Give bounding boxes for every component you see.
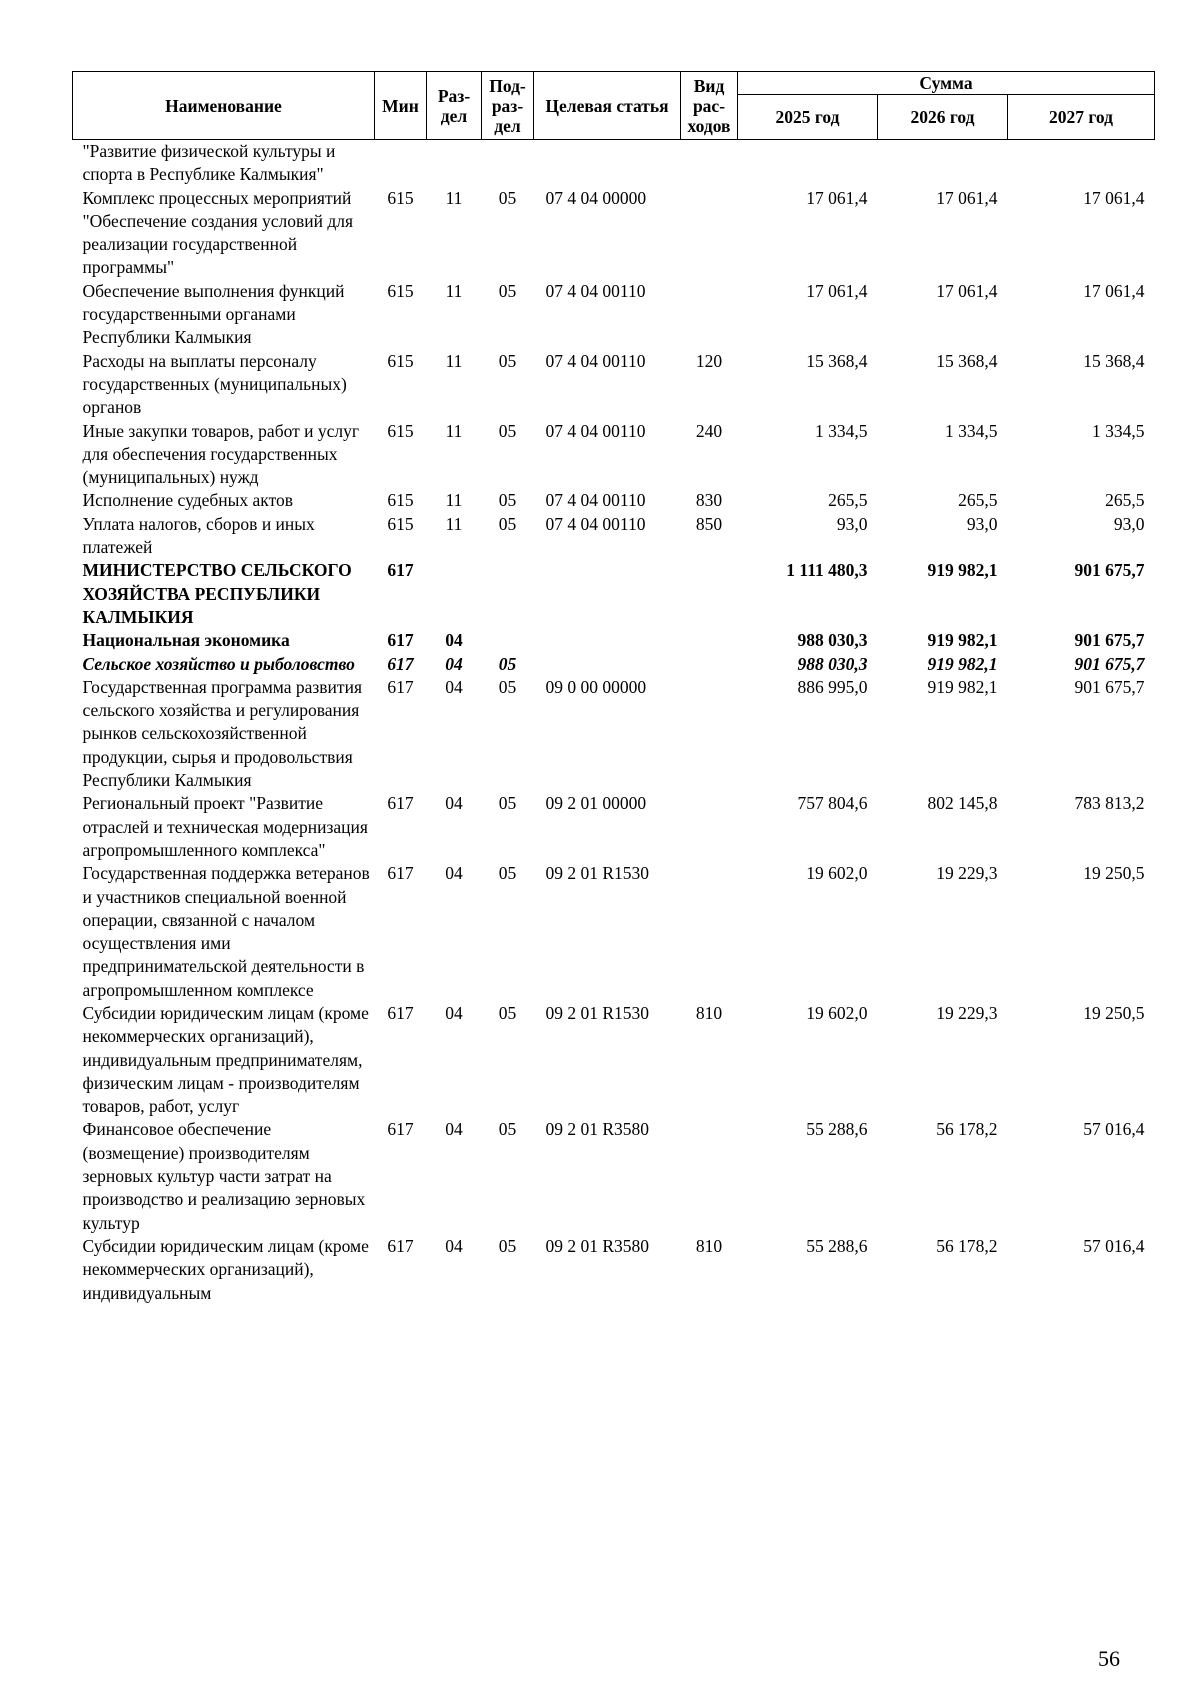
- header-year-2026: 2026 год: [878, 95, 1008, 140]
- cell-sum-2026: 919 982,1: [927, 676, 998, 697]
- cell-sum-2026: 802 145,8: [927, 793, 998, 814]
- table-row: [73, 629, 1155, 652]
- cell-podrazdel: 05: [498, 676, 517, 697]
- budget-table: [72, 71, 1155, 1305]
- cell-sum-2026: 56 178,2: [936, 1235, 998, 1256]
- cell-vid-rashodov: 240: [695, 420, 723, 441]
- cell-sum-2026: 265,5: [958, 490, 998, 511]
- cell-sum-2025: 757 804,6: [797, 793, 868, 814]
- cell-vid-rashodov: [681, 280, 738, 350]
- cell-sum-2026: 19 229,3: [936, 1002, 998, 1023]
- cell-podrazdel: 05: [498, 1235, 517, 1256]
- cell-vid-rashodov: [681, 792, 738, 862]
- table-row: [73, 862, 1155, 1002]
- cell-name: Иные закупки товаров, работ и услуг для обеспечения государственных (муниципальных) нужд: [82, 420, 360, 488]
- cell-vid-rashodov: [681, 1118, 738, 1234]
- cell-sum-2025: 55 288,6: [806, 1119, 868, 1140]
- cell-vid-rashodov: [681, 629, 738, 652]
- cell-sum-2025: 988 030,3: [797, 653, 868, 674]
- cell-sum-2027: 19 250,5: [1083, 863, 1145, 884]
- header-summa: Сумма: [738, 72, 1155, 95]
- cell-sum-2025: 1 111 480,3: [786, 560, 868, 581]
- header-celevaya-statya: Целевая статья: [534, 72, 681, 140]
- cell-celevaya-statya: 09 2 01 R1530: [545, 1002, 650, 1023]
- cell-razdel: 11: [445, 280, 463, 301]
- cell-name: Субсидии юридическим лицам (кроме некоммерческих организаций), индивидуальным: [82, 1235, 369, 1303]
- cell-celevaya-statya: [534, 653, 681, 676]
- cell-podrazdel: [482, 140, 534, 187]
- cell-podrazdel: [482, 559, 534, 629]
- cell-celevaya-statya: 09 2 01 R1530: [545, 863, 650, 884]
- cell-sum-2026: 15 368,4: [936, 350, 998, 371]
- cell-sum-2026: [878, 140, 1008, 187]
- cell-sum-2027: 783 813,2: [1074, 793, 1145, 814]
- cell-podrazdel: 05: [498, 793, 517, 814]
- cell-min: 615: [387, 280, 414, 301]
- cell-sum-2027: 265,5: [1105, 490, 1145, 511]
- cell-min: 617: [387, 560, 414, 581]
- cell-sum-2025: 17 061,4: [806, 187, 868, 208]
- cell-sum-2026: 919 982,1: [927, 653, 998, 674]
- cell-sum-2027: 93,0: [1113, 513, 1145, 534]
- cell-sum-2026: 19 229,3: [936, 863, 998, 884]
- cell-name: Комплекс процессных мероприятий "Обеспечение создания условий для реализации государственной программы": [82, 187, 354, 278]
- cell-name: Финансовое обеспечение (возмещение) производителям зерновых культур части затрат на производство и реализацию зерновых культур: [82, 1119, 366, 1233]
- cell-name: МИНИСТЕРСТВО СЕЛЬСКОГО ХОЗЯЙСТВА РЕСПУБЛИКИ КАЛМЫКИЯ: [82, 560, 352, 627]
- table-row: [73, 489, 1155, 512]
- cell-sum-2027: 57 016,4: [1083, 1235, 1145, 1256]
- cell-name: Субсидии юридическим лицам (кроме некоммерческих организаций), индивидуальным предпринимателям, физическим лицам - производителям товаров, работ, услуг: [82, 1002, 369, 1117]
- cell-razdel: [427, 559, 482, 629]
- cell-celevaya-statya: 07 4 04 00110: [545, 350, 646, 371]
- cell-name: Региональный проект "Развитие отраслей и техническая модернизация агропромышленного комплекса": [82, 793, 368, 860]
- table-row: [73, 792, 1155, 862]
- cell-vid-rashodov: 810: [695, 1002, 723, 1023]
- cell-razdel: 04: [445, 793, 463, 814]
- header-podrazdel: Под-раз-дел: [482, 72, 534, 140]
- cell-celevaya-statya: [534, 559, 681, 629]
- cell-name: Государственная программа развития сельского хозяйства и регулирования рынков сельскохозяйственной продукции, сырья и продовольствия Республики Калмыкия: [82, 676, 362, 791]
- cell-razdel: 11: [445, 187, 463, 208]
- table-row: [73, 559, 1155, 629]
- cell-sum-2025: 886 995,0: [797, 676, 868, 697]
- cell-vid-rashodov: [681, 653, 738, 676]
- header-min: Мин: [375, 72, 427, 140]
- page-number: 56: [1098, 1646, 1120, 1671]
- budget-table-page: [72, 71, 1154, 1305]
- cell-min: 617: [387, 1002, 414, 1023]
- cell-sum-2025: 1 334,5: [815, 420, 868, 441]
- table-row: [73, 653, 1155, 676]
- cell-vid-rashodov: 120: [695, 350, 723, 371]
- cell-sum-2025: 17 061,4: [806, 280, 868, 301]
- cell-min: 615: [387, 420, 414, 441]
- table-row: [73, 187, 1155, 280]
- cell-sum-2025: 15 368,4: [806, 350, 868, 371]
- cell-sum-2025: 19 602,0: [806, 863, 868, 884]
- cell-celevaya-statya: 09 2 01 R3580: [545, 1119, 650, 1140]
- cell-sum-2027: 19 250,5: [1083, 1002, 1145, 1023]
- cell-min: 615: [387, 187, 414, 208]
- cell-razdel: 11: [445, 420, 463, 441]
- cell-celevaya-statya: 09 2 01 00000: [545, 793, 647, 814]
- cell-razdel: [427, 140, 482, 187]
- cell-podrazdel: 05: [498, 420, 517, 441]
- cell-sum-2027: 901 675,7: [1074, 676, 1145, 697]
- cell-celevaya-statya: 07 4 04 00110: [545, 490, 646, 511]
- cell-name: Государственная поддержка ветеранов и участников специальной военной операции, связанной с началом осуществления ими предпринимательской деятельности в агропромышленном комплексе: [82, 863, 370, 1000]
- cell-vid-rashodov: [681, 862, 738, 1002]
- cell-podrazdel: 05: [498, 1119, 517, 1140]
- cell-podrazdel: 05: [498, 863, 517, 884]
- cell-name: "Развитие физической культуры и спорта в Республике Калмыкия": [82, 141, 336, 185]
- cell-celevaya-statya: [534, 629, 681, 652]
- cell-min: 615: [387, 350, 414, 371]
- cell-sum-2025: [738, 140, 878, 187]
- table-row: [73, 513, 1155, 560]
- table-row: [73, 1002, 1155, 1118]
- cell-sum-2027: 15 368,4: [1083, 350, 1145, 371]
- table-row: [73, 1118, 1155, 1234]
- header-razdel: Раз-дел: [427, 72, 482, 140]
- cell-min: 617: [387, 630, 414, 651]
- cell-name: Исполнение судебных актов: [82, 490, 294, 511]
- cell-podrazdel: 05: [498, 513, 517, 534]
- header-year-2025: 2025 год: [738, 95, 878, 140]
- cell-name: Уплата налогов, сборов и иных платежей: [82, 513, 315, 558]
- cell-name: Расходы на выплаты персоналу государственных (муниципальных) органов: [82, 350, 347, 418]
- cell-razdel: 11: [445, 513, 463, 534]
- cell-razdel: 04: [445, 1119, 463, 1140]
- header-vid-rashodov: Вид рас-ходов: [681, 72, 738, 140]
- cell-podrazdel: 05: [498, 280, 517, 301]
- cell-min: 617: [387, 1235, 414, 1256]
- cell-min: 617: [387, 653, 414, 674]
- cell-celevaya-statya: 09 2 01 R3580: [545, 1235, 650, 1256]
- cell-min: 615: [387, 490, 414, 511]
- cell-vid-rashodov: [681, 559, 738, 629]
- cell-vid-rashodov: [681, 140, 738, 187]
- cell-name: Обеспечение выполнения функций государственными органами Республики Калмыкия: [82, 280, 345, 348]
- cell-sum-2025: 93,0: [836, 513, 868, 534]
- cell-sum-2025: 55 288,6: [806, 1235, 868, 1256]
- cell-sum-2025: 265,5: [828, 490, 868, 511]
- cell-celevaya-statya: 07 4 04 00110: [545, 280, 646, 301]
- cell-razdel: 04: [445, 1002, 463, 1023]
- cell-podrazdel: 05: [498, 490, 517, 511]
- cell-sum-2026: 1 334,5: [945, 420, 998, 441]
- cell-razdel: 11: [445, 490, 463, 511]
- cell-sum-2025: 988 030,3: [797, 630, 868, 651]
- cell-vid-rashodov: 850: [695, 513, 723, 534]
- cell-vid-rashodov: [681, 187, 738, 280]
- cell-celevaya-statya: 07 4 04 00110: [545, 420, 646, 441]
- cell-sum-2026: 56 178,2: [936, 1119, 998, 1140]
- cell-podrazdel: [482, 629, 534, 652]
- cell-sum-2026: 17 061,4: [936, 280, 998, 301]
- cell-min: 617: [387, 676, 414, 697]
- cell-razdel: 04: [445, 1235, 463, 1256]
- cell-podrazdel: 05: [498, 350, 517, 371]
- cell-min: 615: [387, 513, 414, 534]
- cell-sum-2026: 919 982,1: [927, 560, 998, 581]
- cell-sum-2027: 901 675,7: [1074, 630, 1145, 651]
- table-row: [73, 676, 1155, 792]
- cell-vid-rashodov: 830: [695, 490, 723, 511]
- cell-sum-2027: 1 334,5: [1092, 420, 1145, 441]
- cell-sum-2027: 17 061,4: [1083, 280, 1145, 301]
- cell-sum-2026: 919 982,1: [927, 630, 998, 651]
- header-name: Наименование: [73, 72, 375, 140]
- cell-celevaya-statya: 07 4 04 00000: [545, 187, 647, 208]
- cell-min: [375, 140, 427, 187]
- cell-celevaya-statya: [534, 140, 681, 187]
- table-row: [73, 420, 1155, 490]
- cell-celevaya-statya: 09 0 00 00000: [545, 676, 647, 697]
- table-row: [73, 140, 1155, 187]
- cell-razdel: 04: [445, 653, 463, 674]
- table-body: [73, 140, 1155, 1305]
- cell-razdel: 04: [445, 630, 463, 651]
- cell-sum-2025: 19 602,0: [806, 1002, 868, 1023]
- header-year-2027: 2027 год: [1008, 95, 1155, 140]
- cell-podrazdel: 05: [498, 653, 517, 674]
- cell-sum-2026: 17 061,4: [936, 187, 998, 208]
- table-row: [73, 280, 1155, 350]
- cell-sum-2026: 93,0: [966, 513, 998, 534]
- cell-sum-2027: 901 675,7: [1074, 653, 1145, 674]
- cell-name: Национальная экономика: [82, 630, 290, 651]
- cell-sum-2027: [1008, 140, 1155, 187]
- cell-celevaya-statya: 07 4 04 00110: [545, 513, 646, 534]
- cell-podrazdel: 05: [498, 1002, 517, 1023]
- cell-razdel: 04: [445, 863, 463, 884]
- cell-name: Сельское хозяйство и рыболовство: [82, 653, 355, 674]
- cell-min: 617: [387, 1119, 414, 1140]
- cell-razdel: 04: [445, 676, 463, 697]
- cell-vid-rashodov: [681, 676, 738, 792]
- cell-podrazdel: 05: [498, 187, 517, 208]
- table-header: [73, 72, 1155, 140]
- cell-min: 617: [387, 793, 414, 814]
- cell-razdel: 11: [445, 350, 463, 371]
- table-row: [73, 350, 1155, 420]
- table-row: [73, 1235, 1155, 1305]
- cell-sum-2027: 901 675,7: [1074, 560, 1145, 581]
- cell-sum-2027: 57 016,4: [1083, 1119, 1145, 1140]
- cell-vid-rashodov: 810: [695, 1235, 723, 1256]
- cell-min: 617: [387, 863, 414, 884]
- cell-sum-2027: 17 061,4: [1083, 187, 1145, 208]
